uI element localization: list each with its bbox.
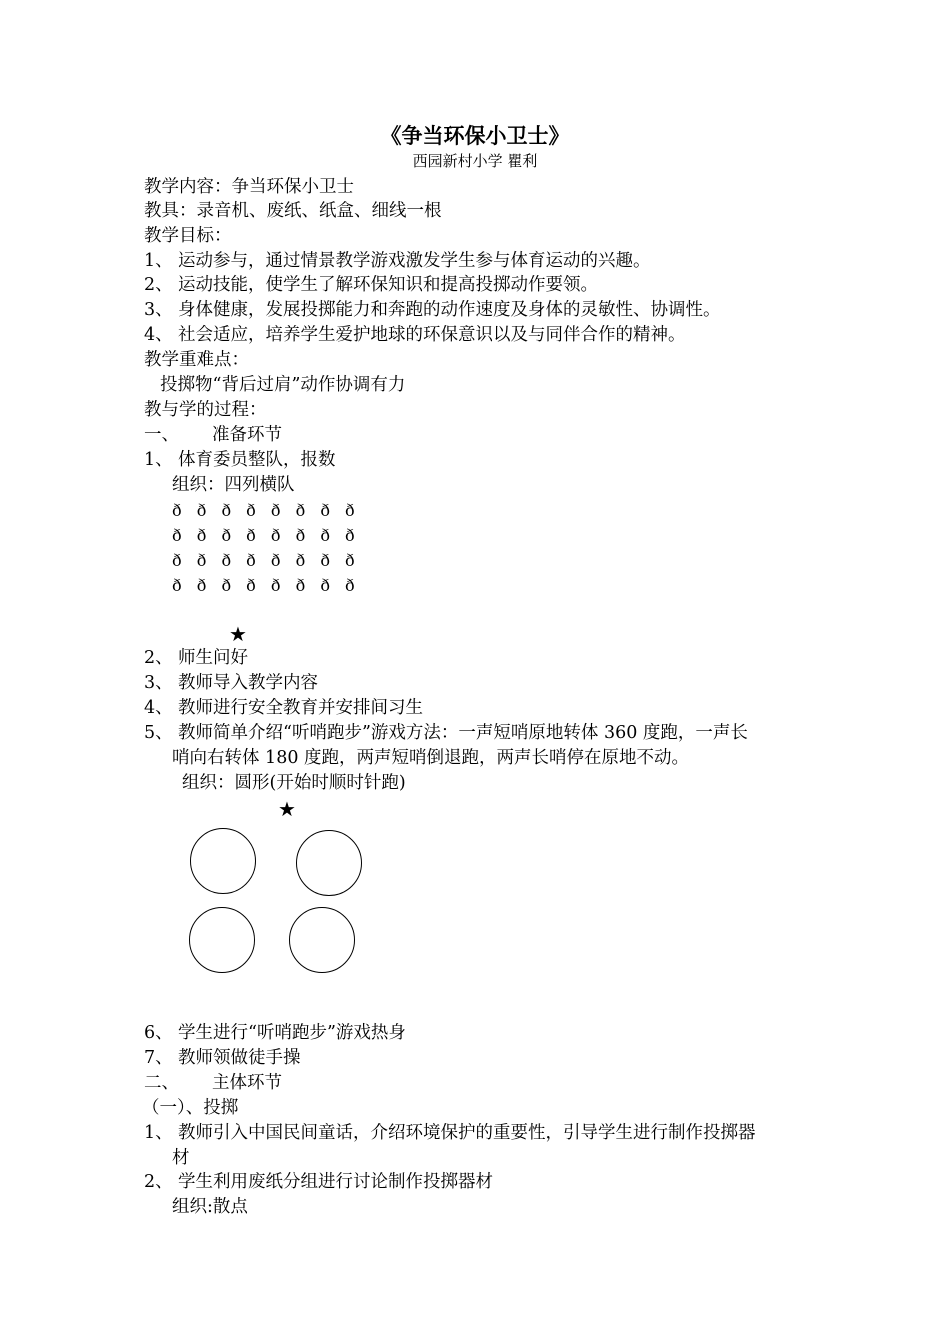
item-number: 4、 (144, 698, 173, 718)
item-text: 学生进行“听哨跑步”游戏热身 (178, 1023, 406, 1043)
key-points-text: 投掷物“背后过肩”动作协调有力 (160, 375, 406, 395)
item-text: 体育委员整队，报数 (178, 450, 336, 470)
author-line: 西园新村小学 瞿利 (412, 152, 538, 170)
goal-text: 运动参与，通过情景教学游戏激发学生参与体育运动的兴趣。 (178, 251, 651, 271)
organization-label: 组织：四列横队 (172, 475, 295, 495)
subsection-title: （一）、投掷 (142, 1098, 239, 1118)
four-row-formation (172, 498, 360, 598)
goal-number: 1、 (144, 251, 173, 271)
organization-label: 组织：圆形(开始时顺时针跑) (182, 773, 406, 793)
formation-row: ð ð ð ð ð ð ð ð (172, 501, 360, 520)
circle-shape (296, 830, 362, 896)
item-text: 教师导入教学内容 (178, 673, 318, 693)
circle-shape (189, 907, 255, 973)
goal-text: 运动技能，使学生了解环保知识和提高投掷动作要领。 (178, 275, 598, 295)
goal-number: 3、 (144, 300, 173, 320)
teacher-star-icon: ★ (229, 622, 247, 646)
goal-text: 社会适应，培养学生爱护地球的环保意识以及与同伴合作的精神。 (178, 325, 686, 345)
item-text: 教师领做徒手操 (178, 1048, 301, 1068)
item-text-continued: 哨向右转体 180 度跑，两声短哨倒退跑，两声长哨停在原地不动。 (172, 748, 690, 768)
teaching-tools: 教具：录音机、废纸、纸盒、细线一根 (144, 201, 442, 221)
process-heading: 教与学的过程： (144, 400, 267, 420)
goal-number: 4、 (144, 325, 173, 345)
item-text: 学生利用废纸分组进行讨论制作投掷器材 (178, 1172, 493, 1192)
formation-row: ð ð ð ð ð ð ð ð (172, 526, 360, 545)
section-title: 准备环节 (212, 425, 282, 445)
goal-number: 2、 (144, 275, 173, 295)
item-text: 教师简单介绍“听哨跑步”游戏方法：一声短哨原地转体 360 度跑，一声长 (178, 723, 748, 743)
teaching-content: 教学内容：争当环保小卫士 (144, 177, 354, 197)
teacher-star-icon: ★ (278, 797, 296, 821)
item-text: 教师引入中国民间童话，介绍环境保护的重要性，引导学生进行制作投掷器 (178, 1123, 756, 1143)
item-number: 1、 (144, 1123, 173, 1143)
item-text-continued: 材 (172, 1148, 190, 1168)
goals-heading: 教学目标： (144, 226, 232, 246)
item-number: 1、 (144, 450, 173, 470)
item-number: 5、 (144, 723, 173, 743)
organization-label: 组织:散点 (172, 1197, 248, 1217)
item-text: 师生问好 (178, 648, 248, 668)
item-text: 教师进行安全教育并安排间习生 (178, 698, 423, 718)
item-number: 6、 (144, 1023, 173, 1043)
document-title: 《争当环保小卫士》 (380, 123, 570, 148)
section-title: 主体环节 (212, 1073, 282, 1093)
circle-shape (289, 907, 355, 973)
circle-shape (190, 828, 256, 894)
formation-row: ð ð ð ð ð ð ð ð (172, 576, 360, 595)
section-number: 二、 (144, 1073, 179, 1093)
section-number: 一、 (144, 425, 179, 445)
goal-text: 身体健康，发展投掷能力和奔跑的动作速度及身体的灵敏性、协调性。 (178, 300, 721, 320)
formation-row: ð ð ð ð ð ð ð ð (172, 551, 360, 570)
item-number: 3、 (144, 673, 173, 693)
item-number: 2、 (144, 1172, 173, 1192)
item-number: 7、 (144, 1048, 173, 1068)
key-points-heading: 教学重难点： (144, 350, 249, 370)
item-number: 2、 (144, 648, 173, 668)
